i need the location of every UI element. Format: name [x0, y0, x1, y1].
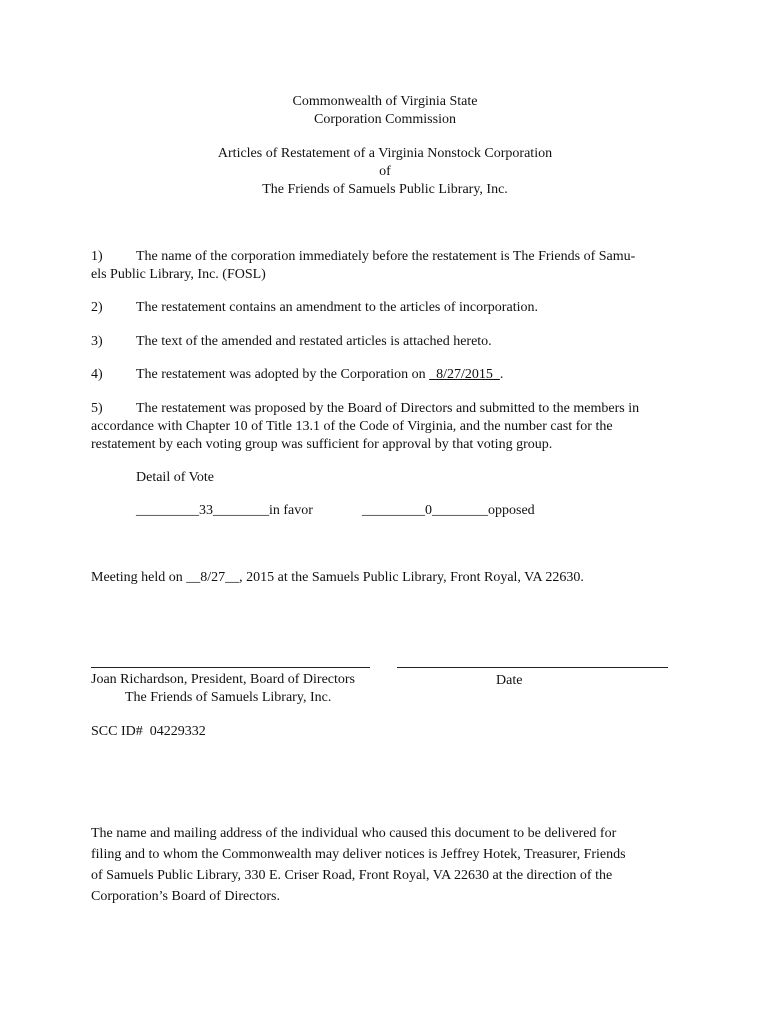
signature-line — [91, 667, 370, 668]
footer-line-3: of Samuels Public Library, 330 E. Criser Road, Front Royal, VA 22630 at the direction of the — [91, 868, 613, 883]
item-3 — [91, 333, 492, 351]
document-title-of: of — [379, 164, 391, 179]
date-label: Date — [496, 673, 523, 688]
item-2-text: The restatement contains an amendment to the articles of incorporation. — [136, 300, 538, 315]
item-5-text-line1: The restatement was proposed by the Board of Directors and submitted to the members in — [136, 401, 640, 416]
item-2-number: 2) — [91, 300, 103, 315]
vote-in-favor: _________33________in favor — [136, 503, 313, 518]
item-4-period: . — [499, 367, 504, 382]
item-3-number: 3) — [91, 334, 103, 349]
item-1-number: 1) — [91, 249, 103, 264]
signer-name: Joan Richardson, President, Board of Directors — [91, 672, 355, 687]
corporation-name: The Friends of Samuels Public Library, Inc. — [262, 182, 508, 197]
item-5-text-line2: accordance with Chapter 10 of Title 13.1 of the Code of Virginia, and the number cast for the — [91, 419, 613, 434]
item-1-text-line2: els Public Library, Inc. (FOSL) — [91, 267, 266, 282]
signer-organization: The Friends of Samuels Library, Inc. — [125, 690, 332, 705]
item-1 — [91, 248, 635, 266]
item-4-number: 4) — [91, 367, 103, 382]
scc-id: SCC ID# 04229332 — [91, 724, 206, 739]
header-commission: Corporation Commission — [314, 112, 456, 127]
item-5 — [91, 400, 639, 418]
item-4-date: 8/27/2015 — [429, 367, 500, 382]
item-3-text: The text of the amended and restated articles is attached hereto. — [136, 334, 492, 349]
meeting-statement: Meeting held on __8/27__, 2015 at the Samuels Public Library, Front Royal, VA 22630. — [91, 570, 584, 585]
date-line — [397, 667, 668, 668]
vote-heading: Detail of Vote — [136, 470, 215, 485]
item-2 — [91, 299, 538, 317]
footer-line-4: Corporation’s Board of Directors. — [91, 889, 280, 904]
item-1-text-line1: The name of the corporation immediately before the restatement is The Friends of Samu- — [136, 249, 636, 264]
item-5-number: 5) — [91, 401, 103, 416]
footer-line-1: The name and mailing address of the individual who caused this document to be delivered for — [91, 826, 617, 841]
item-4-text: The restatement was adopted by the Corporation on — [136, 367, 426, 382]
vote-opposed: _________0________opposed — [362, 503, 535, 518]
item-5-text-line3: restatement by each voting group was sufficient for approval by that voting group. — [91, 437, 553, 452]
header-state: Commonwealth of Virginia State — [292, 94, 478, 109]
document-title: Articles of Restatement of a Virginia Nonstock Corporation — [217, 146, 553, 161]
item-4 — [91, 366, 503, 384]
footer-line-2: filing and to whom the Commonwealth may deliver notices is Jeffrey Hotek, Treasurer, Friends — [91, 847, 626, 862]
